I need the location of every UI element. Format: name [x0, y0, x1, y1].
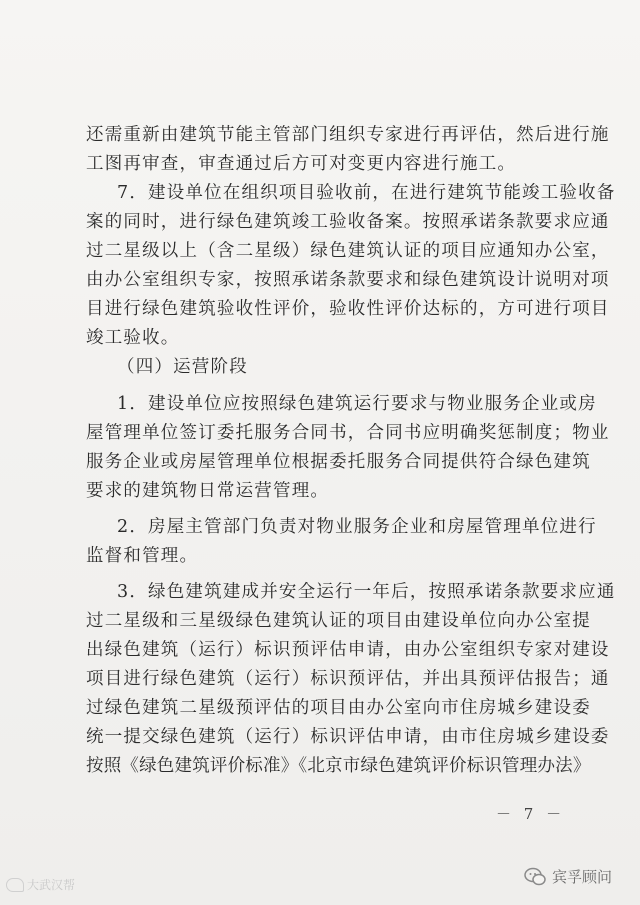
watermark-left-text: 大武汉帮	[27, 878, 76, 892]
line-12: 服务企业或房屋管理单位根据委托服务合同提供符合绿色建筑	[86, 452, 591, 472]
line-11: 屋管理单位签订委托服务合同书，合同书应明确奖惩制度；物业	[86, 423, 610, 443]
line-3: 7．建设单位在组织项目验收前，在进行建筑节能竣工验收备	[117, 183, 616, 203]
page-number: － 7 －	[496, 805, 566, 823]
line-6: 由办公室组织专家，按照承诺条款要求和绿色建筑设计说明对项	[86, 270, 610, 290]
line-18: 出绿色建筑（运行）标识预评估申请，由办公室组织专家对建设	[86, 640, 610, 660]
line-5: 过二星级以上（含二星级）绿色建筑认证的项目应通知办公室，	[86, 241, 610, 261]
watermark-right-text: 宾孚顾问	[552, 868, 613, 886]
line-16: 3．绿色建筑建成并安全运行一年后，按照承诺条款要求应通	[117, 582, 616, 602]
watermark-left	[6, 876, 75, 893]
weibo-logo-icon	[6, 878, 24, 892]
line-14: 2．房屋主管部门负责对物业服务企业和房屋管理单位进行	[117, 517, 597, 537]
line-8: 竣工验收。	[86, 328, 180, 348]
section-heading: （四）运营阶段	[117, 357, 248, 377]
line-21: 统一提交绿色建筑（运行）标识评估申请，由市住房城乡建设委	[86, 727, 610, 747]
wechat-icon	[524, 867, 546, 887]
line-1: 还需重新由建筑节能主管部门组织专家进行再评估，然后进行施	[86, 125, 610, 145]
line-20: 过绿色建筑二星级预评估的项目由办公室向市住房城乡建设委	[86, 698, 591, 718]
watermark-right	[524, 866, 612, 887]
line-10: 1．建设单位应按照绿色建筑运行要求与物业服务企业或房	[117, 394, 597, 414]
line-2: 工图再审查，审查通过后方可对变更内容进行施工。	[86, 154, 517, 174]
line-15: 监督和管理。	[86, 546, 199, 566]
line-13: 要求的建筑物日常运营管理。	[86, 481, 330, 501]
line-22: 按照《绿色建筑评价标准》《北京市绿色建筑评价标识管理办法》	[86, 756, 591, 776]
line-17: 过二星级和三星级绿色建筑认证的项目由建设单位向办公室提	[86, 611, 591, 631]
line-19: 项目进行绿色建筑（运行）标识预评估，并出具预评估报告；通	[86, 669, 610, 689]
line-7: 目进行绿色建筑验收性评价，验收性评价达标的，方可进行项目	[86, 299, 610, 319]
line-4: 案的同时，进行绿色建筑竣工验收备案。按照承诺条款要求应通	[86, 212, 610, 232]
